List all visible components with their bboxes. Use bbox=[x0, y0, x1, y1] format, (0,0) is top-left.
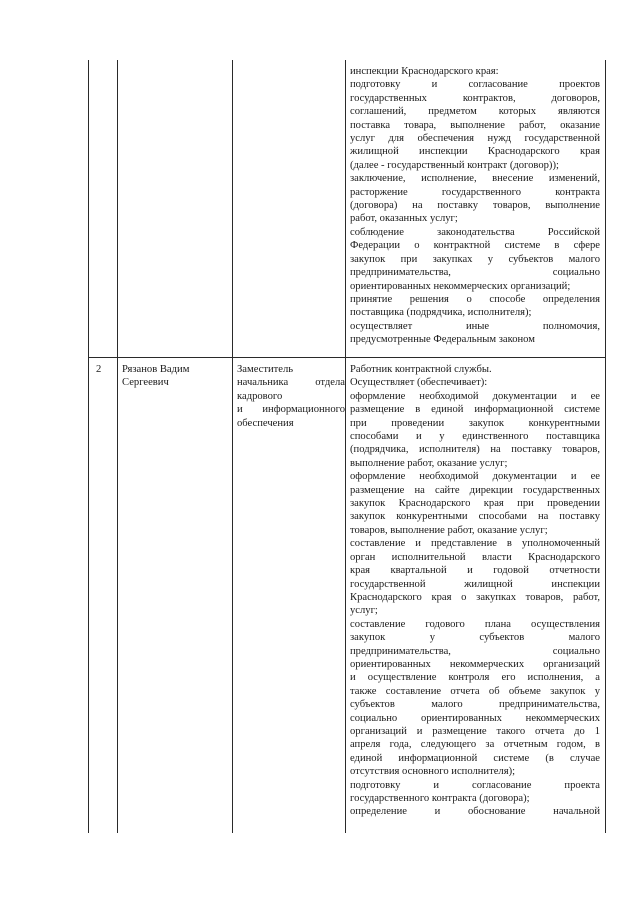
duties-line: осуществляет иные полномочия, bbox=[350, 320, 600, 332]
duties-line: государственного контракта (договора); bbox=[350, 793, 530, 804]
duties-line: субъектов малого предпринимательства, bbox=[350, 699, 600, 711]
table-divider-position bbox=[345, 60, 346, 833]
row-separator bbox=[88, 357, 606, 358]
position-line: начальника отдела bbox=[237, 377, 345, 389]
duties-line: размещение на сайте дирекции государственных bbox=[350, 484, 600, 496]
duties-line: апреля года, следующего за отчетным годом, в bbox=[350, 739, 600, 751]
duties-cell bbox=[350, 65, 600, 347]
duties-line: расторжение государственного контракта bbox=[350, 186, 600, 198]
duties-line: заключение, исполнение, внесение изменений, bbox=[350, 173, 600, 185]
duties-line: организаций и размещение такого отчета до 1 bbox=[350, 725, 600, 737]
duties-line: Работник контрактной службы. bbox=[350, 364, 492, 375]
table-divider-number bbox=[117, 60, 118, 833]
duties-line: способами и у единственного поставщика bbox=[350, 431, 600, 443]
duties-line: поставка товара, выполнение работ, оказание bbox=[350, 119, 600, 131]
duties-line: предпринимательства, социально bbox=[350, 645, 600, 657]
duties-line: отсутствия основного исполнителя); bbox=[350, 766, 516, 778]
duties-line: поставщика (подрядчика, исполнителя); bbox=[350, 307, 532, 319]
duties-line: государственной жилищной инспекции bbox=[350, 578, 600, 590]
duties-line: инспекции Краснодарского края: bbox=[350, 66, 499, 77]
duties-line: жилищной инспекции Краснодарского края bbox=[350, 146, 600, 158]
duties-line: единой информационной системе (в случае bbox=[350, 752, 600, 764]
table-divider-person bbox=[232, 60, 233, 833]
duties-line: также составление отчета об объеме закупок у bbox=[350, 685, 600, 697]
duties-line: подготовку и согласование проекта bbox=[350, 779, 600, 791]
position-cell bbox=[237, 363, 345, 430]
duties-line: закупок конкурентными способами на поставку bbox=[350, 511, 600, 523]
duties-line: ориентированных некоммерческих организаций bbox=[350, 658, 600, 670]
duties-line: соглашений, предметом которых являются bbox=[350, 106, 600, 118]
duties-line: края квартальной и годовой отчетности bbox=[350, 565, 600, 577]
duties-line: государственных контрактов, договоров, bbox=[350, 92, 600, 104]
duties-line: ориентированных некоммерческих организаций; bbox=[350, 280, 571, 292]
duties-line: закупок Краснодарского края при проведении bbox=[350, 498, 600, 510]
duties-line: определение и обоснование начальной bbox=[350, 806, 600, 818]
person-name-line: Рязанов Вадим bbox=[122, 364, 190, 375]
position-line: обеспечения bbox=[237, 417, 294, 429]
duties-line: Осуществляет (обеспечивает): bbox=[350, 377, 488, 389]
duties-line: (подрядчика, исполнителя) на поставку товаров, bbox=[350, 444, 600, 456]
duties-line: подготовку и согласование проектов bbox=[350, 79, 600, 91]
duties-line: работ, оказанных услуг; bbox=[350, 213, 458, 225]
duties-line: и осуществление контроля его исполнения, а bbox=[350, 672, 600, 684]
duties-line: оформление необходимой документации и ее bbox=[350, 471, 600, 483]
duties-line: услуг; bbox=[350, 605, 378, 617]
person-name-line: Сергеевич bbox=[122, 377, 169, 389]
duties-line: Краснодарского края о закупках товаров, работ, bbox=[350, 591, 600, 603]
duties-line: закупок при закупках у субъектов малого bbox=[350, 253, 600, 265]
duties-line: предпринимательства, социально bbox=[350, 267, 600, 279]
duties-line: орган исполнительной власти Краснодарского bbox=[350, 551, 600, 563]
table-border-right bbox=[605, 60, 606, 833]
position-line: Заместитель bbox=[237, 364, 294, 375]
duties-line: (далее - государственный контракт (договор)); bbox=[350, 159, 559, 171]
duties-line: при проведении закупок конкурентными bbox=[350, 417, 600, 429]
duties-line: составление годового плана осуществления bbox=[350, 618, 600, 630]
duties-line: Федерации о контрактной системе в сфере bbox=[350, 240, 600, 252]
duties-line: закупок у субъектов малого bbox=[350, 632, 600, 644]
duties-line: выполнение работ, оказание услуг; bbox=[350, 457, 508, 469]
table-border-left bbox=[88, 60, 89, 833]
duties-line: размещение в единой информационной системе bbox=[350, 404, 600, 416]
duties-line: предусмотренные Федеральным законом bbox=[350, 334, 535, 346]
row-number: 2 bbox=[96, 364, 102, 375]
duties-line: услуг для обеспечения нужд государственной bbox=[350, 133, 600, 145]
duties-line: (договора) на поставку товаров, выполнение bbox=[350, 200, 600, 212]
position-line: кадрового bbox=[237, 390, 283, 402]
duties-line: товаров, выполнение работ, оказание услуг; bbox=[350, 524, 548, 536]
person-name-cell bbox=[122, 363, 230, 390]
duties-line: составление и представление в уполномоченный bbox=[350, 538, 600, 550]
duties-line: социально ориентированных некоммерческих bbox=[350, 712, 600, 724]
position-line: и информационного bbox=[237, 404, 345, 416]
duties-line: принятие решения о способе определения bbox=[350, 293, 600, 305]
duties-line: соблюдение законодательства Российской bbox=[350, 226, 600, 238]
duties-cell bbox=[350, 363, 600, 819]
duties-line: оформление необходимой документации и ее bbox=[350, 390, 600, 402]
